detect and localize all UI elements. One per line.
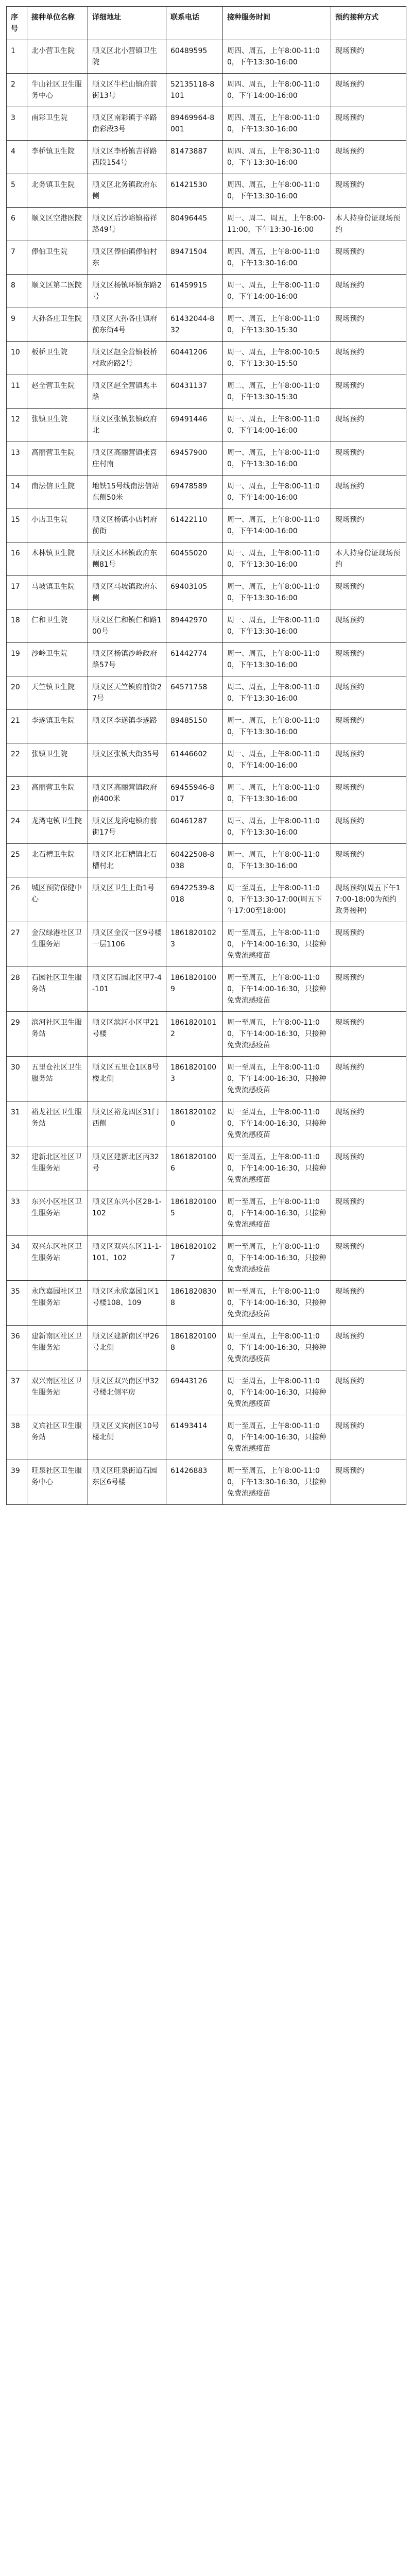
cell-index: 12 [7,409,27,442]
cell-booking-method: 现场预约 [331,576,406,609]
cell-service-time: 周一至周五，上午8:00-11:00，下午14:00-16:30，只接种免费流感疫苗 [223,1057,331,1101]
cell-site-name: 沙岭卫生院 [27,643,88,676]
cell-address: 顺义区李桥镇吉祥路西段154号 [88,141,166,174]
cell-site-name: 城区预防保健中心 [27,877,88,922]
header-cell: 接种服务时间 [223,7,331,40]
table-row [7,743,406,777]
cell-service-time: 周一、周五，上午8:00-11:00，下午14:00-16:00 [223,743,331,777]
table-row [7,1057,406,1101]
table-row [7,1191,406,1236]
cell-index: 22 [7,743,27,777]
cell-site-name: 金汉绿港社区卫生服务站 [27,922,88,967]
cell-service-time: 周一、周五，上午8:00-11:00，下午14:00-16:00 [223,409,331,442]
cell-service-time: 周四、周五，上午8:00-11:00，下午13:30-16:00 [223,174,331,208]
cell-service-time: 周一、周五，上午8:00-11:00，下午13:30-16:00 [223,844,331,877]
table-row [7,375,406,409]
cell-index: 15 [7,509,27,543]
table-row [7,1012,406,1057]
cell-address: 顺义区木林镇政府东侧81号 [88,543,166,576]
cell-service-time: 周一、周五，上午8:00-11:00，下午13:30-16:00 [223,442,331,476]
cell-index: 19 [7,643,27,676]
cell-site-name: 石园社区卫生服务站 [27,967,88,1012]
cell-service-time: 周一至周五，上午8:00-11:00，下午13:30-17:00(周五下午17:00至18:00) [223,877,331,922]
table-row [7,1236,406,1281]
cell-service-time: 周一至周五，上午8:00-11:00，下午14:00-16:30，只接种免费流感疫苗 [223,967,331,1012]
cell-index: 30 [7,1057,27,1101]
cell-phone: 61426883 [166,1460,223,1505]
cell-address: 顺义区张镇大街35号 [88,743,166,777]
cell-phone: 18618201027 [166,1236,223,1281]
cell-index: 23 [7,777,27,810]
cell-site-name: 大孙各庄卫生院 [27,308,88,342]
cell-service-time: 周四、周五，上午8:00-11:00，下午13:30-16:00 [223,40,331,74]
cell-service-time: 周一、周五，上午8:00-10:50，下午13:30-15:50 [223,342,331,375]
cell-address: 顺义区裕龙四区31门西侧 [88,1101,166,1146]
cell-address: 顺义区东兴小区28-1-102 [88,1191,166,1236]
cell-address: 顺义区五里仓1区8号楼北侧 [88,1057,166,1101]
cell-service-time: 周三、周五，上午8:00-11:00，下午13:30-16:00 [223,810,331,844]
cell-booking-method: 现场预约 [331,1236,406,1281]
cell-address: 顺义区永欣嘉园1区1号楼108、109 [88,1281,166,1326]
cell-address: 顺义区双兴东区11-1-101、102 [88,1236,166,1281]
cell-service-time: 周一至周五，上午8:00-11:00，下午14:00-16:30，只接种免费流感疫苗 [223,1281,331,1326]
cell-phone: 61421530 [166,174,223,208]
cell-booking-method: 现场预约 [331,107,406,141]
cell-index: 26 [7,877,27,922]
cell-service-time: 周一、周二、周五，上午8:00-11:00，下午13:30-16:00 [223,208,331,241]
cell-phone: 69422539-8018 [166,877,223,922]
cell-service-time: 周一至周五，上午8:00-11:00，下午14:00-16:30，只接种免费流感疫苗 [223,1012,331,1057]
cell-service-time: 周二、周五，上午8:00-11:00，下午13:30-16:00 [223,676,331,710]
cell-booking-method: 现场预约 [331,275,406,308]
cell-address: 顺义区北务镇政府东侧 [88,174,166,208]
cell-address: 顺义区后沙峪镇裕祥路49号 [88,208,166,241]
cell-site-name: 东兴小区社区卫生服务站 [27,1191,88,1236]
cell-site-name: 永欣嘉园社区卫生服务站 [27,1281,88,1326]
cell-service-time: 周一、周五，上午8:00-11:00，下午13:30-16:00 [223,576,331,609]
cell-booking-method: 现场预约 [331,141,406,174]
cell-service-time: 周二、周五，上午8:00-11:00，下午13:30-15:30 [223,375,331,409]
cell-booking-method: 现场预约 [331,1012,406,1057]
cell-booking-method: 现场预约 [331,476,406,509]
header-cell: 联系电话 [166,7,223,40]
cell-phone: 18618201005 [166,1191,223,1236]
cell-site-name: 俸伯卫生院 [27,241,88,275]
table-row [7,1281,406,1326]
cell-site-name: 马坡镇卫生院 [27,576,88,609]
cell-booking-method: 现场预约 [331,643,406,676]
cell-booking-method: 现场预约 [331,777,406,810]
cell-site-name: 仁和卫生院 [27,609,88,643]
table-row [7,810,406,844]
cell-phone: 69403105 [166,576,223,609]
cell-index: 37 [7,1370,27,1415]
cell-phone: 61432044-832 [166,308,223,342]
table-row [7,643,406,676]
cell-booking-method: 本人持身份证现场预约 [331,208,406,241]
table-row [7,141,406,174]
cell-booking-method: 现场预约 [331,174,406,208]
cell-booking-method: 现场预约 [331,409,406,442]
table-row [7,576,406,609]
cell-index: 6 [7,208,27,241]
cell-address: 顺义区杨镇环镇东路2号 [88,275,166,308]
cell-phone: 60441206 [166,342,223,375]
cell-index: 21 [7,710,27,743]
cell-service-time: 周一至周五，上午8:00-11:00，下午14:00-16:30，只接种免费流感疫苗 [223,1101,331,1146]
cell-site-name: 牛山社区卫生服务中心 [27,74,88,107]
cell-service-time: 周四、周五，上午8:30-11:00，下午13:30-16:00 [223,141,331,174]
table-row [7,275,406,308]
cell-service-time: 周一至周五，上午8:00-11:00，下午13:30-16:30，只接种免费流感疫苗 [223,1460,331,1505]
cell-address: 顺义区高丽营镇张喜庄村南 [88,442,166,476]
table-row [7,1101,406,1146]
cell-booking-method: 现场预约 [331,710,406,743]
cell-address: 顺义区南彩镇于辛路南彩段3号 [88,107,166,141]
cell-index: 13 [7,442,27,476]
cell-service-time: 周一至周五，上午8:00-11:00，下午14:00-16:30，只接种免费流感疫苗 [223,1191,331,1236]
cell-phone: 61446602 [166,743,223,777]
table-row [7,1415,406,1460]
cell-index: 24 [7,810,27,844]
table-row [7,342,406,375]
cell-service-time: 周一至周五，上午8:00-11:00，下午14:00-16:30，只接种免费流感疫苗 [223,1415,331,1460]
cell-service-time: 周一至周五，上午8:00-11:00，下午14:00-16:30，只接种免费流感疫苗 [223,1326,331,1370]
table-row [7,509,406,543]
cell-site-name: 龙湾屯镇卫生院 [27,810,88,844]
cell-site-name: 李桥镇卫生院 [27,141,88,174]
cell-site-name: 裕龙社区卫生服务站 [27,1101,88,1146]
cell-index: 20 [7,676,27,710]
cell-index: 25 [7,844,27,877]
cell-service-time: 周四、周五，上午8:00-11:00，下午13:30-16:00 [223,107,331,141]
cell-address: 顺义区北石槽镇北石槽村北 [88,844,166,877]
cell-phone: 60489595 [166,40,223,74]
cell-site-name: 赵全营卫生院 [27,375,88,409]
cell-booking-method: 现场预约 [331,967,406,1012]
cell-index: 1 [7,40,27,74]
cell-site-name: 北石槽卫生院 [27,844,88,877]
cell-address: 顺义区俸伯镇俸伯村东 [88,241,166,275]
cell-phone: 89469964-8001 [166,107,223,141]
table-header-row [7,7,406,40]
vaccination-sites-table [6,6,406,1505]
cell-booking-method: 现场预约(周五下午17:00-18:00为预约政务接种) [331,877,406,922]
cell-site-name: 旺泉社区卫生服务中心 [27,1460,88,1505]
cell-site-name: 天竺镇卫生院 [27,676,88,710]
table-row [7,442,406,476]
cell-address: 地铁15号线南法信站东侧50米 [88,476,166,509]
table-row [7,877,406,922]
cell-booking-method: 现场预约 [331,241,406,275]
cell-booking-method: 现场预约 [331,442,406,476]
cell-phone: 18618201012 [166,1012,223,1057]
cell-site-name: 高丽营卫生院 [27,777,88,810]
cell-index: 11 [7,375,27,409]
cell-site-name: 北小营卫生院 [27,40,88,74]
cell-site-name: 滨河社区卫生服务站 [27,1012,88,1057]
header-cell: 接种单位名称 [27,7,88,40]
cell-site-name: 双兴南区社区卫生服务站 [27,1370,88,1415]
cell-index: 29 [7,1012,27,1057]
cell-site-name: 板桥卫生院 [27,342,88,375]
cell-index: 31 [7,1101,27,1146]
cell-phone: 18618201009 [166,967,223,1012]
cell-site-name: 高丽营卫生院 [27,442,88,476]
cell-index: 38 [7,1415,27,1460]
cell-service-time: 周一、周五，上午8:00-11:00，下午13:30-16:00 [223,609,331,643]
cell-site-name: 南彩卫生院 [27,107,88,141]
cell-index: 7 [7,241,27,275]
cell-site-name: 顺义区第二医院 [27,275,88,308]
table-row [7,543,406,576]
header-cell: 预约接种方式 [331,7,406,40]
cell-address: 顺义区赵全营镇兆丰路 [88,375,166,409]
cell-index: 8 [7,275,27,308]
cell-index: 2 [7,74,27,107]
cell-booking-method: 本人持身份证现场预约 [331,543,406,576]
cell-address: 顺义区赵全营镇板桥村政府路2号 [88,342,166,375]
cell-index: 39 [7,1460,27,1505]
cell-index: 4 [7,141,27,174]
cell-phone: 60431137 [166,375,223,409]
cell-phone: 69455946-8017 [166,777,223,810]
cell-address: 顺义区马坡镇政府东侧 [88,576,166,609]
table-row [7,1146,406,1191]
cell-booking-method: 现场预约 [331,509,406,543]
cell-address: 顺义区金汉一区9号楼一层1106 [88,922,166,967]
cell-booking-method: 现场预约 [331,1146,406,1191]
cell-booking-method: 现场预约 [331,810,406,844]
cell-address: 顺义区石园北区甲7-4-101 [88,967,166,1012]
cell-service-time: 周一至周五，上午8:00-11:00，下午14:00-16:30，只接种免费流感疫苗 [223,922,331,967]
header-cell: 详细地址 [88,7,166,40]
cell-site-name: 木林镇卫生院 [27,543,88,576]
cell-booking-method: 现场预约 [331,743,406,777]
cell-site-name: 李遂镇卫生院 [27,710,88,743]
cell-address: 顺义区杨镇沙岭政府路57号 [88,643,166,676]
cell-booking-method: 现场预约 [331,40,406,74]
cell-service-time: 周一、周五，上午8:00-11:00，下午14:00-16:00 [223,476,331,509]
cell-address: 顺义区龙湾屯镇府前街17号 [88,810,166,844]
cell-address: 顺义区李遂镇李遂路 [88,710,166,743]
cell-site-name: 建新南区社区卫生服务站 [27,1326,88,1370]
table-row [7,710,406,743]
cell-phone: 69491446 [166,409,223,442]
cell-index: 36 [7,1326,27,1370]
cell-service-time: 周一至周五，上午8:00-11:00，下午14:00-16:30，只接种免费流感疫苗 [223,1236,331,1281]
table-row [7,241,406,275]
table-row [7,107,406,141]
cell-service-time: 周一、周五，上午8:00-11:00，下午14:00-16:00 [223,509,331,543]
cell-phone: 61493414 [166,1415,223,1460]
cell-site-name: 张镇卫生院 [27,743,88,777]
cell-address: 顺义区旺泉街道石园东区6号楼 [88,1460,166,1505]
cell-index: 34 [7,1236,27,1281]
cell-service-time: 周一、周五，上午8:00-11:00，下午13:30-16:00 [223,543,331,576]
cell-phone: 18618201008 [166,1326,223,1370]
table-row [7,609,406,643]
table-row [7,922,406,967]
cell-booking-method: 现场预约 [331,922,406,967]
cell-booking-method: 现场预约 [331,74,406,107]
table-row [7,308,406,342]
table-row [7,967,406,1012]
table-row [7,174,406,208]
cell-site-name: 义宾社区卫生服务站 [27,1415,88,1460]
cell-booking-method: 现场预约 [331,1326,406,1370]
cell-phone: 64571758 [166,676,223,710]
cell-site-name: 顺义区空港医院 [27,208,88,241]
cell-booking-method: 现场预约 [331,1460,406,1505]
cell-booking-method: 现场预约 [331,844,406,877]
table-row [7,676,406,710]
cell-site-name: 张镇卫生院 [27,409,88,442]
table-row [7,40,406,74]
document [6,6,406,1505]
cell-phone: 60455020 [166,543,223,576]
cell-service-time: 周一、周五，上午8:00-11:00，下午13:30-16:00 [223,643,331,676]
cell-phone: 69478589 [166,476,223,509]
cell-address: 顺义区建新南区甲26号北侧 [88,1326,166,1370]
cell-phone: 89471504 [166,241,223,275]
header-cell: 序号 [7,7,27,40]
cell-phone: 60461287 [166,810,223,844]
cell-index: 3 [7,107,27,141]
cell-address: 顺义区牛栏山镇府前街13号 [88,74,166,107]
table-body [7,40,406,1505]
cell-booking-method: 现场预约 [331,1281,406,1326]
cell-address: 顺义区大孙各庄镇府前东街4号 [88,308,166,342]
cell-phone: 61442774 [166,643,223,676]
cell-phone: 80496445 [166,208,223,241]
cell-booking-method: 现场预约 [331,676,406,710]
cell-site-name: 南法信卫生院 [27,476,88,509]
cell-index: 28 [7,967,27,1012]
cell-site-name: 北务镇卫生院 [27,174,88,208]
cell-booking-method: 现场预约 [331,1191,406,1236]
cell-site-name: 五里仓社区卫生服务站 [27,1057,88,1101]
table-row [7,1326,406,1370]
cell-phone: 18618201020 [166,1101,223,1146]
cell-index: 33 [7,1191,27,1236]
cell-address: 顺义区张镇张镇政府北 [88,409,166,442]
cell-address: 顺义区仁和镇仁和路100号 [88,609,166,643]
cell-address: 顺义区义宾南区10号楼北侧 [88,1415,166,1460]
cell-phone: 52135118-8101 [166,74,223,107]
cell-address: 顺义区高丽营镇政府南400米 [88,777,166,810]
cell-site-name: 双兴东区社区卫生服务站 [27,1236,88,1281]
cell-booking-method: 现场预约 [331,1415,406,1460]
table-row [7,208,406,241]
cell-index: 5 [7,174,27,208]
table-row [7,1460,406,1505]
cell-booking-method: 现场预约 [331,375,406,409]
table-row [7,409,406,442]
cell-booking-method: 现场预约 [331,1057,406,1101]
cell-address: 顺义区滨河小区甲21号楼 [88,1012,166,1057]
cell-booking-method: 现场预约 [331,308,406,342]
cell-service-time: 周四、周五，上午8:00-11:00，下午13:30-16:00 [223,241,331,275]
cell-phone: 69443126 [166,1370,223,1415]
cell-index: 10 [7,342,27,375]
cell-address: 顺义区北小营镇卫生院 [88,40,166,74]
cell-phone: 61422110 [166,509,223,543]
cell-phone: 89442970 [166,609,223,643]
cell-phone: 89485150 [166,710,223,743]
table-row [7,1370,406,1415]
cell-phone: 61459915 [166,275,223,308]
cell-phone: 81473887 [166,141,223,174]
cell-phone: 18618208308 [166,1281,223,1326]
cell-index: 16 [7,543,27,576]
cell-service-time: 周一至周五，上午8:00-11:00，下午14:00-16:30，只接种免费流感疫苗 [223,1146,331,1191]
cell-index: 27 [7,922,27,967]
table-row [7,777,406,810]
cell-address: 顺义区卫生上街1号 [88,877,166,922]
cell-phone: 18618201006 [166,1146,223,1191]
cell-index: 9 [7,308,27,342]
cell-service-time: 周二、周五，上午8:00-11:00，下午13:30-16:00 [223,777,331,810]
cell-booking-method: 现场预约 [331,1101,406,1146]
cell-service-time: 周一、周五，上午8:00-11:00，下午14:00-16:00 [223,275,331,308]
cell-site-name: 建新北区社区卫生服务站 [27,1146,88,1191]
cell-service-time: 周一、周五，上午8:00-11:00，下午13:30-15:30 [223,308,331,342]
cell-service-time: 周一、周五，上午8:00-11:00，下午13:30-16:00 [223,710,331,743]
table-row [7,74,406,107]
cell-index: 18 [7,609,27,643]
cell-booking-method: 现场预约 [331,609,406,643]
cell-index: 14 [7,476,27,509]
cell-address: 顺义区双兴南区甲32号楼北侧平房 [88,1370,166,1415]
cell-index: 32 [7,1146,27,1191]
cell-booking-method: 现场预约 [331,342,406,375]
table-row [7,476,406,509]
table-row [7,844,406,877]
cell-booking-method: 现场预约 [331,1370,406,1415]
cell-address: 顺义区杨镇小店村府前街 [88,509,166,543]
cell-index: 35 [7,1281,27,1326]
cell-phone: 18618201023 [166,922,223,967]
cell-index: 17 [7,576,27,609]
cell-phone: 18618201003 [166,1057,223,1101]
cell-site-name: 小店卫生院 [27,509,88,543]
cell-address: 顺义区天竺镇府前街27号 [88,676,166,710]
cell-service-time: 周四、周五，上午8:00-11:00，下午14:00-16:00 [223,74,331,107]
cell-phone: 69457900 [166,442,223,476]
cell-address: 顺义区建新北区丙32号 [88,1146,166,1191]
cell-phone: 60422508-8038 [166,844,223,877]
cell-service-time: 周一至周五，上午8:00-11:00，下午14:00-16:30，只接种免费流感疫苗 [223,1370,331,1415]
